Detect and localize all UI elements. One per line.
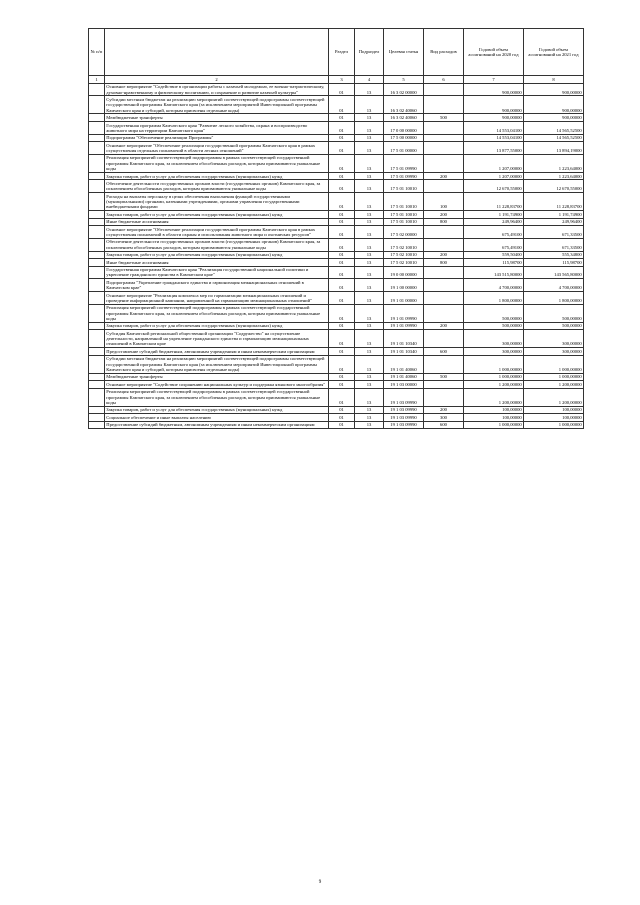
header-row [89, 29, 584, 76]
row-subsection-cell: 13 [355, 388, 384, 406]
column-number: 4 [355, 76, 384, 83]
row-section-cell: 01 [329, 142, 355, 155]
row-section-cell: 01 [329, 292, 355, 305]
row-target-cell: 17 5 00 00000 [384, 134, 424, 141]
row-amount-2020-cell: 675,49100 [464, 238, 524, 251]
row-expense-type-cell: 200 [424, 172, 464, 179]
table-row [89, 279, 584, 292]
row-amount-2020-cell: 1 000,00000 [464, 355, 524, 373]
row-amount-2020-cell: 115,98700 [464, 259, 524, 266]
table-row [89, 218, 584, 225]
row-amount-2020-cell: 143 515,80000 [464, 266, 524, 279]
row-expense-type-cell [424, 304, 464, 322]
row-amount-2020-cell: 900,00000 [464, 114, 524, 121]
row-target-cell: 19 1 03 09990 [384, 406, 424, 413]
row-number-cell [89, 373, 105, 380]
row-amount-2020-cell: 300,00000 [464, 330, 524, 348]
row-amount-2021-cell: 1 000,00000 [524, 355, 584, 373]
row-number-cell [89, 322, 105, 329]
row-name-cell: Основное мероприятие "Содействие в организации работы с казачьей молодежью, ее военно-патриотическому, духовно-нравственному и физическому воспитанию, и сохранение и развитие казачьей культуры" [105, 83, 329, 96]
row-amount-2020-cell: 500,00000 [464, 322, 524, 329]
row-name-cell: Обеспечение деятельности государственных органов власти (государственных органов) Камчатского края, за исключением обособленных расходов, которым присваиваются уникальные коды [105, 180, 329, 193]
row-subsection-cell: 13 [355, 266, 384, 279]
row-target-cell: 17 5 01 10010 [384, 211, 424, 218]
row-target-cell: 19 1 01 40060 [384, 355, 424, 373]
row-name-cell: Основное мероприятие "Обеспечение реализации государственной программы Камчатского края в рамках осуществления отдельных полномочий в области лесных отношений" [105, 142, 329, 155]
table-row [89, 251, 584, 258]
column-number: 6 [424, 76, 464, 83]
row-name-cell: Реализация мероприятий соответствующей подпрограммы в рамках соответствующей государственной программы Камчатского края, за исключением обособленных расходов, которым присваиваются уникальные коды [105, 154, 329, 172]
row-subsection-cell: 13 [355, 193, 384, 211]
table-row [89, 172, 584, 179]
row-name-cell: Предоставление субсидий бюджетным, автономным учреждениям и иным некоммерческим организациям [105, 421, 329, 428]
row-expense-type-cell: 200 [424, 251, 464, 258]
table-row [89, 134, 584, 141]
table-row [89, 142, 584, 155]
table-row [89, 180, 584, 193]
row-target-cell: 17 5 02 10010 [384, 259, 424, 266]
table-row [89, 355, 584, 373]
row-target-cell: 17 5 01 00000 [384, 142, 424, 155]
row-subsection-cell: 13 [355, 348, 384, 355]
table-row [89, 238, 584, 251]
column-number: 5 [384, 76, 424, 83]
row-amount-2020-cell: 14 553,04100 [464, 134, 524, 141]
row-name-cell: Обеспечение деятельности государственных органов власти (государственных органов) Камчатского края, за исключением обособленных расходов, которым присваиваются уникальные коды [105, 238, 329, 251]
row-target-cell: 19 1 01 00000 [384, 292, 424, 305]
row-number-cell [89, 83, 105, 96]
row-amount-2021-cell: 12 670,55000 [524, 180, 584, 193]
row-name-cell: Подпрограмма "Укрепление гражданского единства и гармонизация межнациональных отношений в Камчатском крае" [105, 279, 329, 292]
table-row [89, 154, 584, 172]
row-subsection-cell: 13 [355, 292, 384, 305]
row-number-cell [89, 304, 105, 322]
row-target-cell: 19 1 03 00000 [384, 381, 424, 388]
row-name-cell: Закупка товаров, работ и услуг для обеспечения государственных (муниципальных) нужд [105, 322, 329, 329]
header-2021: Годовой объем ассигнований на 2021 год [524, 29, 584, 76]
row-expense-type-cell: 100 [424, 193, 464, 211]
row-amount-2020-cell: 1 800,00000 [464, 292, 524, 305]
row-number-cell [89, 238, 105, 251]
table-row [89, 388, 584, 406]
row-subsection-cell: 13 [355, 406, 384, 413]
row-number-cell [89, 292, 105, 305]
row-amount-2020-cell: 100,00000 [464, 406, 524, 413]
header-2020: Годовой объем ассигнований на 2020 год [464, 29, 524, 76]
row-subsection-cell: 13 [355, 142, 384, 155]
row-amount-2020-cell: 1 207,00000 [464, 154, 524, 172]
row-section-cell: 01 [329, 388, 355, 406]
row-section-cell: 01 [329, 172, 355, 179]
row-number-cell [89, 96, 105, 114]
row-amount-2021-cell: 143 565,80000 [524, 266, 584, 279]
row-name-cell: Подпрограмма "Обеспечение реализации Программы" [105, 134, 329, 141]
row-expense-type-cell: 200 [424, 211, 464, 218]
table-body [89, 83, 584, 429]
row-subsection-cell: 13 [355, 238, 384, 251]
table-row [89, 83, 584, 96]
row-amount-2021-cell: 671,33500 [524, 238, 584, 251]
row-amount-2020-cell: 1 191,74900 [464, 211, 524, 218]
table-row [89, 414, 584, 421]
row-section-cell: 01 [329, 238, 355, 251]
row-expense-type-cell [424, 154, 464, 172]
row-section-cell: 01 [329, 134, 355, 141]
row-amount-2021-cell: 900,00000 [524, 96, 584, 114]
header-target: Целевая статья [384, 29, 424, 76]
row-amount-2020-cell: 1 000,00000 [464, 421, 524, 428]
row-section-cell: 01 [329, 406, 355, 413]
table-row [89, 322, 584, 329]
row-section-cell: 01 [329, 154, 355, 172]
header-section: Раздел [329, 29, 355, 76]
budget-sheet [88, 28, 583, 429]
row-section-cell: 01 [329, 226, 355, 239]
row-number-cell [89, 180, 105, 193]
row-section-cell: 01 [329, 421, 355, 428]
row-amount-2021-cell: 900,00000 [524, 114, 584, 121]
table-row [89, 121, 584, 134]
row-number-cell [89, 259, 105, 266]
row-subsection-cell: 13 [355, 83, 384, 96]
row-name-cell: Реализация мероприятий соответствующей подпрограммы в рамках соответствующей государственной программы Камчатского края, за исключением обособленных расходов, которым присваиваются уникальные коды [105, 388, 329, 406]
row-expense-type-cell [424, 83, 464, 96]
table-row [89, 266, 584, 279]
row-number-cell [89, 381, 105, 388]
table-row [89, 226, 584, 239]
row-amount-2021-cell: 115,98700 [524, 259, 584, 266]
row-subsection-cell: 13 [355, 322, 384, 329]
row-amount-2021-cell: 1 000,00000 [524, 421, 584, 428]
row-amount-2020-cell: 12 670,55000 [464, 180, 524, 193]
row-amount-2020-cell: 249,96400 [464, 218, 524, 225]
row-section-cell: 01 [329, 279, 355, 292]
row-expense-type-cell [424, 134, 464, 141]
row-amount-2021-cell: 14 565,52500 [524, 134, 584, 141]
row-subsection-cell: 13 [355, 279, 384, 292]
row-name-cell: Предоставление субсидий бюджетным, автономным учреждениям и иным некоммерческим организациям [105, 348, 329, 355]
row-section-cell: 01 [329, 251, 355, 258]
row-section-cell: 01 [329, 381, 355, 388]
row-amount-2021-cell: 1 800,00000 [524, 292, 584, 305]
table-row [89, 114, 584, 121]
row-subsection-cell: 13 [355, 381, 384, 388]
row-expense-type-cell: 500 [424, 114, 464, 121]
row-expense-type-cell: 500 [424, 373, 464, 380]
row-target-cell: 17 5 01 10010 [384, 193, 424, 211]
table-row [89, 96, 584, 114]
row-subsection-cell: 13 [355, 180, 384, 193]
row-section-cell: 01 [329, 218, 355, 225]
row-section-cell: 01 [329, 266, 355, 279]
row-subsection-cell: 13 [355, 134, 384, 141]
row-target-cell: 17 5 01 09990 [384, 154, 424, 172]
table-row [89, 292, 584, 305]
row-subsection-cell: 13 [355, 154, 384, 172]
row-amount-2020-cell: 1 207,00000 [464, 172, 524, 179]
row-name-cell: Субсидия Камчатской региональной общественной организации "Содружество" на осуществление деятельности, направленной на укрепление гражданского единства и гармонизацию межнациональных отношений в Камчатском крае [105, 330, 329, 348]
row-number-cell [89, 279, 105, 292]
row-amount-2021-cell: 300,00000 [524, 330, 584, 348]
row-target-cell: 19 0 00 00000 [384, 266, 424, 279]
row-name-cell: Государственная программа Камчатского края "Развитие лесного хозяйства, охрана и воспроизводство животного мира на территории Камчатского края" [105, 121, 329, 134]
row-target-cell: 17 5 02 10010 [384, 238, 424, 251]
row-expense-type-cell [424, 292, 464, 305]
row-expense-type-cell [424, 180, 464, 193]
row-section-cell: 01 [329, 83, 355, 96]
header-subsection: Подраздел [355, 29, 384, 76]
row-name-cell: Основное мероприятие "Обеспечение реализации государственной программы Камчатского края в рамках осуществления полномочий в области охраны и использования животного мира и охотничьих ресурсов" [105, 226, 329, 239]
row-number-cell [89, 251, 105, 258]
row-expense-type-cell: 200 [424, 406, 464, 413]
row-expense-type-cell [424, 226, 464, 239]
row-number-cell [89, 193, 105, 211]
table-row [89, 193, 584, 211]
column-number: 3 [329, 76, 355, 83]
row-amount-2021-cell: 555,34800 [524, 251, 584, 258]
row-subsection-cell: 13 [355, 414, 384, 421]
row-target-cell: 17 5 01 10010 [384, 180, 424, 193]
row-section-cell: 01 [329, 193, 355, 211]
row-target-cell: 17 0 00 00000 [384, 121, 424, 134]
row-name-cell: Социальное обеспечение и иные выплаты населению [105, 414, 329, 421]
row-expense-type-cell [424, 381, 464, 388]
row-section-cell: 01 [329, 96, 355, 114]
budget-table [88, 28, 584, 429]
row-name-cell: Субсидии местным бюджетам на реализацию мероприятий соответствующей подпрограммы соответствующей государственной программы Камчатского края (за исключением мероприятий Инвестиционной программы Камчатского края и субсидий, которым присвоены отдельные коды) [105, 355, 329, 373]
row-expense-type-cell [424, 388, 464, 406]
row-subsection-cell: 13 [355, 172, 384, 179]
row-number-cell [89, 142, 105, 155]
table-row [89, 259, 584, 266]
row-amount-2021-cell: 4 700,00000 [524, 279, 584, 292]
row-name-cell: Закупка товаров, работ и услуг для обеспечения государственных (муниципальных) нужд [105, 406, 329, 413]
row-expense-type-cell [424, 355, 464, 373]
row-expense-type-cell [424, 238, 464, 251]
row-expense-type-cell: 600 [424, 348, 464, 355]
row-name-cell: Основное мероприятие "Содействие сохранению национальных культур и поддержка языкового многообразия" [105, 381, 329, 388]
row-number-cell [89, 388, 105, 406]
column-number: 1 [89, 76, 105, 83]
row-number-cell [89, 348, 105, 355]
header-expense-type: Вид расходов [424, 29, 464, 76]
row-section-cell: 01 [329, 414, 355, 421]
row-target-cell: 16 3 02 40060 [384, 114, 424, 121]
row-name-cell: Закупка товаров, работ и услуг для обеспечения государственных (муниципальных) нужд [105, 211, 329, 218]
row-amount-2020-cell: 1 000,00000 [464, 373, 524, 380]
row-number-cell [89, 154, 105, 172]
column-number-row [89, 76, 584, 83]
row-amount-2021-cell: 14 565,52500 [524, 121, 584, 134]
row-amount-2021-cell: 671,33500 [524, 226, 584, 239]
row-target-cell: 19 1 01 09990 [384, 322, 424, 329]
row-section-cell: 01 [329, 211, 355, 218]
row-number-cell [89, 414, 105, 421]
row-number-cell [89, 330, 105, 348]
row-amount-2020-cell: 300,00000 [464, 348, 524, 355]
row-target-cell: 19 1 01 40060 [384, 373, 424, 380]
row-target-cell: 19 1 03 09990 [384, 421, 424, 428]
row-expense-type-cell [424, 142, 464, 155]
row-name-cell: Закупка товаров, работ и услуг для обеспечения государственных (муниципальных) нужд [105, 172, 329, 179]
row-amount-2020-cell: 900,00000 [464, 83, 524, 96]
row-subsection-cell: 13 [355, 121, 384, 134]
row-target-cell: 19 1 01 09990 [384, 304, 424, 322]
row-name-cell: Основное мероприятие "Реализация комплекса мер по гармонизации межнациональных отношений и проведение информационной кампании, направленной на гармонизацию межнациональных отношений" [105, 292, 329, 305]
row-expense-type-cell: 800 [424, 259, 464, 266]
row-amount-2021-cell: 100,00000 [524, 406, 584, 413]
row-name-cell: Государственная программа Камчатского края "Реализация государственной национальной политики и укрепление гражданского единства в Камчатском крае" [105, 266, 329, 279]
column-number: 2 [105, 76, 329, 83]
row-amount-2020-cell: 1 200,00000 [464, 381, 524, 388]
column-number: 8 [524, 76, 584, 83]
table-row [89, 304, 584, 322]
row-target-cell: 19 1 01 10340 [384, 348, 424, 355]
row-number-cell [89, 266, 105, 279]
row-section-cell: 01 [329, 373, 355, 380]
row-number-cell [89, 218, 105, 225]
row-amount-2020-cell: 14 553,04100 [464, 121, 524, 134]
row-amount-2020-cell: 559,50400 [464, 251, 524, 258]
row-expense-type-cell [424, 96, 464, 114]
row-amount-2021-cell: 13 894,19000 [524, 142, 584, 155]
row-amount-2020-cell: 500,00000 [464, 304, 524, 322]
row-target-cell: 19 1 00 00000 [384, 279, 424, 292]
row-subsection-cell: 13 [355, 211, 384, 218]
row-subsection-cell: 13 [355, 373, 384, 380]
table-row [89, 406, 584, 413]
row-amount-2021-cell: 1 223,64000 [524, 154, 584, 172]
row-subsection-cell: 13 [355, 96, 384, 114]
row-section-cell: 01 [329, 355, 355, 373]
row-name-cell: Реализация мероприятий соответствующей подпрограммы в рамках соответствующей государственной программы Камчатского края, за исключением обособленных расходов, которым присваиваются уникальные коды [105, 304, 329, 322]
row-expense-type-cell: 200 [424, 322, 464, 329]
row-number-cell [89, 114, 105, 121]
row-number-cell [89, 226, 105, 239]
row-target-cell: 16 3 02 40060 [384, 96, 424, 114]
row-subsection-cell: 13 [355, 259, 384, 266]
row-amount-2021-cell: 249,96400 [524, 218, 584, 225]
row-target-cell: 17 5 02 10010 [384, 251, 424, 258]
row-amount-2021-cell: 1 000,00000 [524, 373, 584, 380]
row-expense-type-cell [424, 266, 464, 279]
row-amount-2021-cell: 300,00000 [524, 348, 584, 355]
row-section-cell: 01 [329, 259, 355, 266]
row-expense-type-cell: 300 [424, 414, 464, 421]
row-name-cell: Иные бюджетные ассигнования [105, 259, 329, 266]
row-amount-2021-cell: 500,00000 [524, 322, 584, 329]
row-number-cell [89, 121, 105, 134]
row-subsection-cell: 13 [355, 226, 384, 239]
table-row [89, 330, 584, 348]
header-name [105, 29, 329, 76]
row-expense-type-cell [424, 330, 464, 348]
row-section-cell: 01 [329, 348, 355, 355]
row-section-cell: 01 [329, 322, 355, 329]
row-amount-2020-cell: 4 700,00000 [464, 279, 524, 292]
row-number-cell [89, 211, 105, 218]
row-amount-2021-cell: 900,00000 [524, 83, 584, 96]
row-number-cell [89, 406, 105, 413]
row-name-cell: Субсидии местным бюджетам на реализацию мероприятий соответствующей подпрограммы соответствующей государственной программы Камчатского края (за исключением мероприятий Инвестиционной программы Камчатского края и субсидий, которым присвоены отдельные коды) [105, 96, 329, 114]
row-name-cell: Иные бюджетные ассигнования [105, 218, 329, 225]
row-subsection-cell: 13 [355, 330, 384, 348]
row-subsection-cell: 13 [355, 304, 384, 322]
row-section-cell: 01 [329, 330, 355, 348]
row-subsection-cell: 13 [355, 355, 384, 373]
row-amount-2021-cell: 1 200,00000 [524, 381, 584, 388]
row-expense-type-cell [424, 121, 464, 134]
row-amount-2020-cell: 675,49100 [464, 226, 524, 239]
row-target-cell: 17 5 02 00000 [384, 226, 424, 239]
row-subsection-cell: 13 [355, 421, 384, 428]
row-name-cell: Межбюджетные трансферты [105, 373, 329, 380]
row-name-cell: Расходы на выплаты персоналу в целях обеспечения выполнения функций государственными (муниципальными) органами, казенными учреждениями, органами управления государственными внебюджетными фондами [105, 193, 329, 211]
row-target-cell: 17 5 01 10010 [384, 218, 424, 225]
row-target-cell: 19 1 03 09990 [384, 388, 424, 406]
row-target-cell: 17 5 01 09990 [384, 172, 424, 179]
header-num: № п/п [89, 29, 105, 76]
row-amount-2021-cell: 500,00000 [524, 304, 584, 322]
table-row [89, 373, 584, 380]
row-amount-2020-cell: 11 228,83700 [464, 193, 524, 211]
row-section-cell: 01 [329, 304, 355, 322]
row-target-cell: 19 1 03 09990 [384, 414, 424, 421]
table-row [89, 421, 584, 428]
row-section-cell: 01 [329, 114, 355, 121]
row-amount-2021-cell: 1 200,00000 [524, 388, 584, 406]
row-section-cell: 01 [329, 121, 355, 134]
page-number: 9 [318, 880, 322, 885]
column-number: 7 [464, 76, 524, 83]
row-target-cell: 16 3 02 00000 [384, 83, 424, 96]
row-name-cell: Межбюджетные трансферты [105, 114, 329, 121]
row-subsection-cell: 13 [355, 218, 384, 225]
row-amount-2021-cell: 1 191,74900 [524, 211, 584, 218]
table-row [89, 381, 584, 388]
row-amount-2020-cell: 1 200,00000 [464, 388, 524, 406]
row-amount-2021-cell: 11 228,83700 [524, 193, 584, 211]
row-subsection-cell: 13 [355, 251, 384, 258]
row-number-cell [89, 421, 105, 428]
row-amount-2021-cell: 100,00000 [524, 414, 584, 421]
row-amount-2020-cell: 13 877,55000 [464, 142, 524, 155]
row-amount-2020-cell: 100,00000 [464, 414, 524, 421]
row-number-cell [89, 355, 105, 373]
row-expense-type-cell: 800 [424, 218, 464, 225]
row-expense-type-cell [424, 279, 464, 292]
row-name-cell: Закупка товаров, работ и услуг для обеспечения государственных (муниципальных) нужд [105, 251, 329, 258]
row-expense-type-cell: 600 [424, 421, 464, 428]
row-amount-2020-cell: 900,00000 [464, 96, 524, 114]
table-row [89, 211, 584, 218]
row-number-cell [89, 134, 105, 141]
row-section-cell: 01 [329, 180, 355, 193]
row-amount-2021-cell: 1 223,64000 [524, 172, 584, 179]
row-number-cell [89, 172, 105, 179]
row-target-cell: 19 1 01 10340 [384, 330, 424, 348]
table-row [89, 348, 584, 355]
row-subsection-cell: 13 [355, 114, 384, 121]
